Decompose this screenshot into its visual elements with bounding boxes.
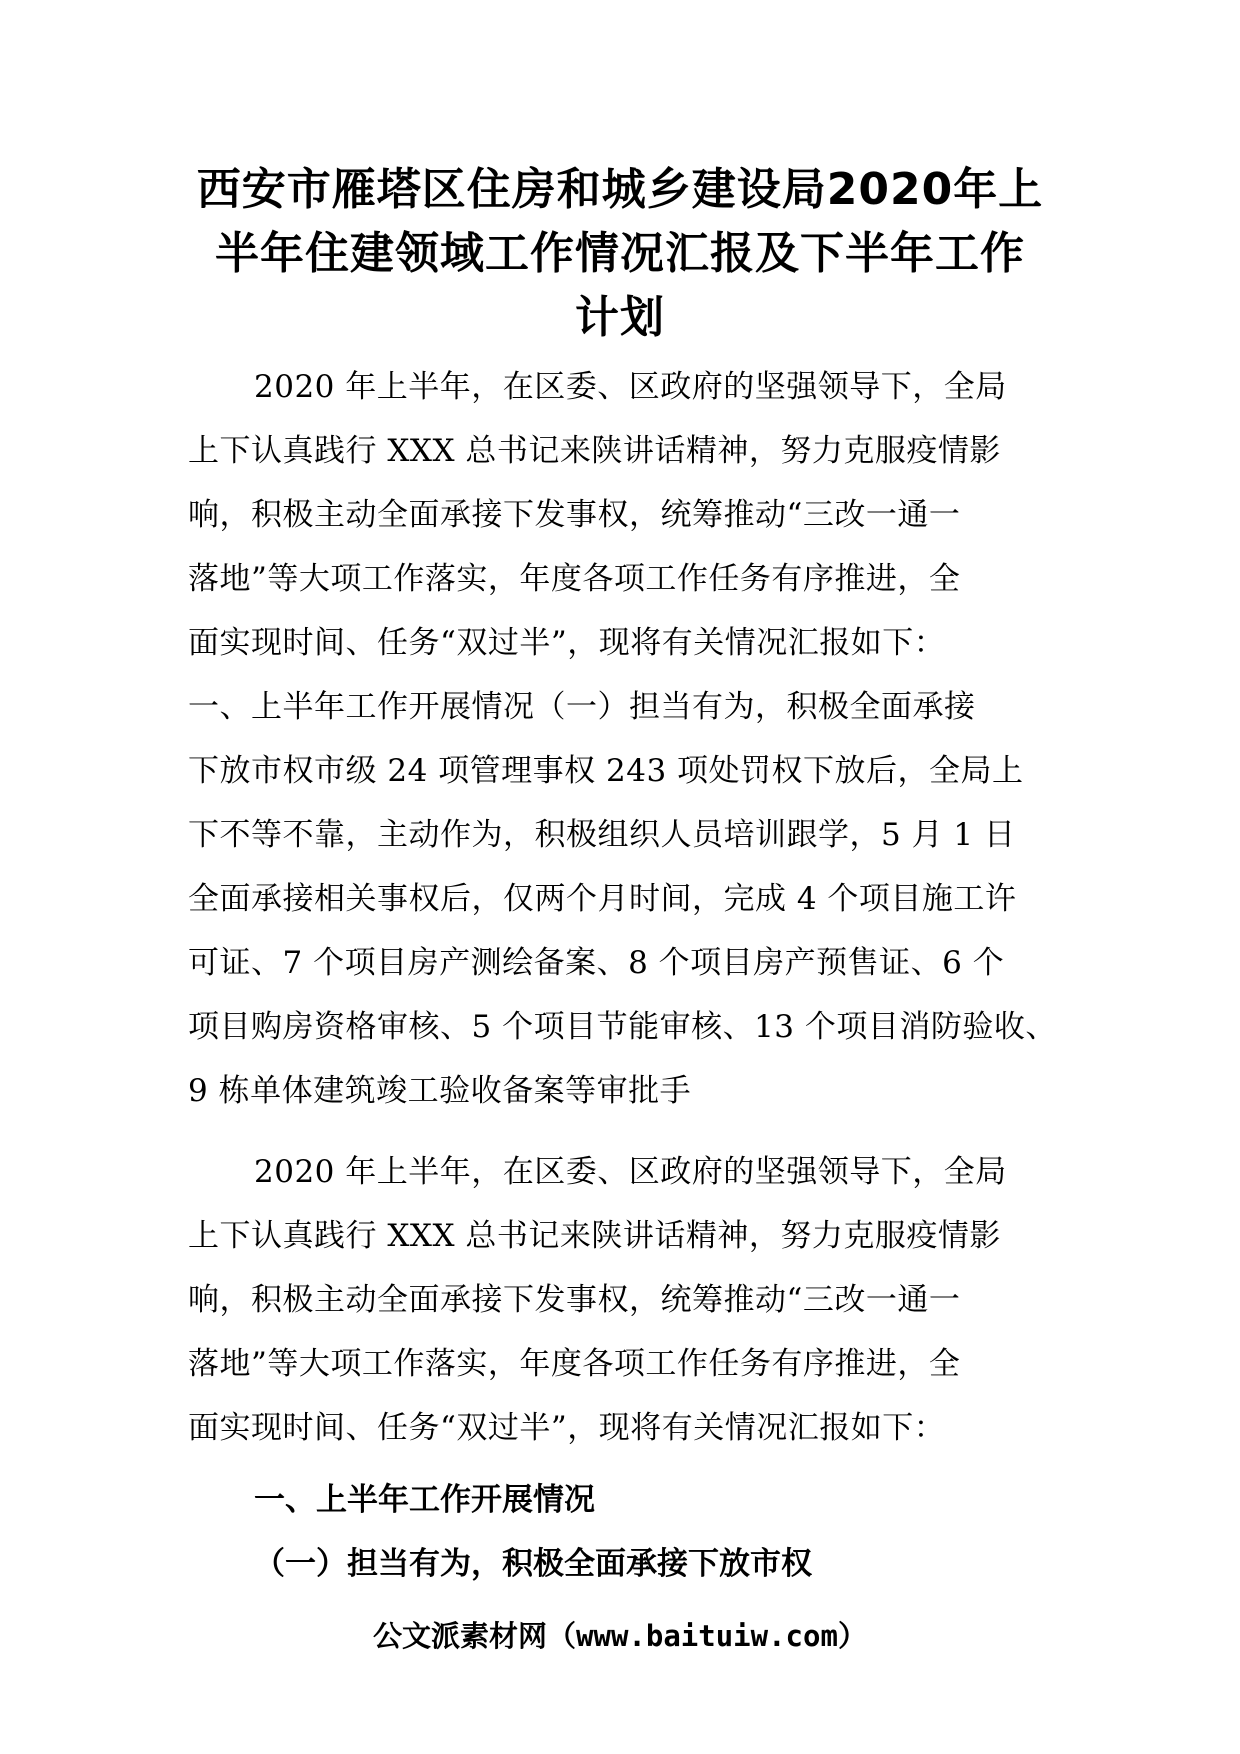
- title-line: 计划: [575, 292, 665, 343]
- title-line: 半年住建领域工作情况汇报及下半年工作: [215, 228, 1025, 279]
- paragraph-1: [188, 355, 1068, 1123]
- section-heading: 一、上半年工作开展情况: [254, 1482, 595, 1518]
- paragraph-line: 落地”等大项工作落实，年度各项工作任务有序推进，全: [188, 561, 961, 597]
- paragraph-line: 上下认真践行 XXX 总书记来陕讲话精神，努力克服疫情影: [188, 1218, 1001, 1254]
- paragraph-line: 下不等不靠，主动作为，积极组织人员培训跟学，5 月 1 日: [188, 817, 1016, 853]
- document-title: [180, 158, 1060, 350]
- footer-source: 公文派素材网（www.baituiw.com）: [373, 1619, 867, 1653]
- paragraph-line: 面实现时间、任务“双过半”，现将有关情况汇报如下：: [188, 1410, 946, 1446]
- paragraph-line: 面实现时间、任务“双过半”，现将有关情况汇报如下：: [188, 625, 946, 661]
- paragraph-line: 落地”等大项工作落实，年度各项工作任务有序推进，全: [188, 1346, 961, 1382]
- paragraph-line: 项目购房资格审核、5 个项目节能审核、13 个项目消防验收、: [188, 1009, 1057, 1045]
- paragraph-2: [188, 1140, 1068, 1460]
- paragraph-line: 响，积极主动全面承接下发事权，统筹推动“三改一通一: [188, 497, 961, 533]
- paragraph-line: 上下认真践行 XXX 总书记来陕讲话精神，努力克服疫情影: [188, 433, 1001, 469]
- paragraph-line: 响，积极主动全面承接下发事权，统筹推动“三改一通一: [188, 1282, 961, 1318]
- paragraph-line: 一、上半年工作开展情况（一）担当有为，积极全面承接: [188, 689, 976, 725]
- paragraph-line: 可证、7 个项目房产测绘备案、8 个项目房产预售证、6 个: [188, 945, 1005, 981]
- paragraph-line: 2020 年上半年，在区委、区政府的坚强领导下，全局: [254, 1154, 1007, 1190]
- paragraph-line: 2020 年上半年，在区委、区政府的坚强领导下，全局: [254, 369, 1007, 405]
- paragraph-line: 下放市权市级 24 项管理事权 243 项处罚权下放后，全局上: [188, 753, 1024, 789]
- title-line: 西安市雁塔区住房和城乡建设局2020年上: [196, 164, 1044, 215]
- paragraph-line: 全面承接相关事权后，仅两个月时间，完成 4 个项目施工许: [188, 881, 1017, 917]
- paragraph-line: 9 栋单体建筑竣工验收备案等审批手: [188, 1073, 692, 1109]
- subsection-heading: （一）担当有为，积极全面承接下放市权: [254, 1546, 812, 1582]
